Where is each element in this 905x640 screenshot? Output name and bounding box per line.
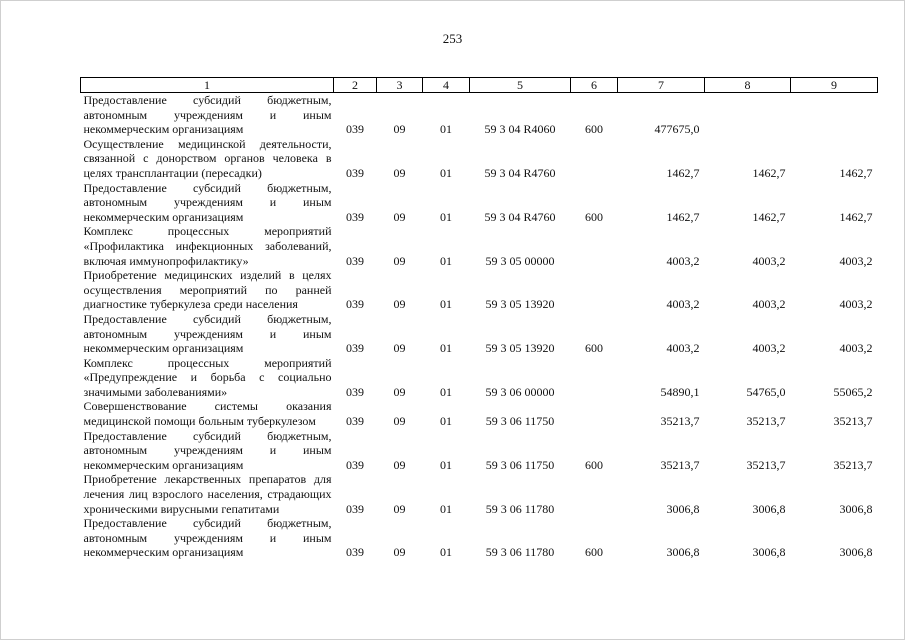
table-row xyxy=(81,356,878,400)
column-header: 6 xyxy=(571,78,618,93)
column-header: 8 xyxy=(705,78,791,93)
target-article-code: 59 3 04 R4760 xyxy=(484,209,556,224)
ministry-code: 039 xyxy=(346,545,364,560)
amount-col-8 xyxy=(705,93,791,137)
section-code: 09 xyxy=(393,341,406,356)
target-article-code: 59 3 04 R4060 xyxy=(484,122,556,137)
subsection-code: 01 xyxy=(440,165,452,180)
section-code: 09 xyxy=(393,209,406,224)
amount-col-7: 35213,7 xyxy=(660,414,700,429)
subsection-code: 01 xyxy=(440,414,452,429)
item-name: Предоставление субсидий бюджетным, автономным учреждениям и иным некоммерческим организациям xyxy=(83,311,332,356)
expense-type-code xyxy=(571,268,618,312)
item-name: Комплекс процессных мероприятий «Предупреждение и борьба с социально значимыми заболеваниями» xyxy=(83,355,332,399)
section-code: 09 xyxy=(393,545,406,560)
amount-col-9: 3006,8 xyxy=(839,545,873,560)
amount-col-9: 1462,7 xyxy=(839,165,873,180)
section-code: 09 xyxy=(393,384,406,399)
column-header: 5 xyxy=(470,78,571,93)
expense-type-code xyxy=(571,356,618,400)
amount-col-8: 4003,2 xyxy=(752,341,786,356)
amount-col-9: 35213,7 xyxy=(833,457,873,472)
table-row xyxy=(81,224,878,268)
amount-col-7: 477675,0 xyxy=(654,122,700,137)
amount-col-8: 3006,8 xyxy=(752,545,786,560)
table-row xyxy=(81,268,878,312)
item-name: Предоставление субсидий бюджетным, автономным учреждениям и иным некоммерческим организациям xyxy=(83,428,332,472)
amount-col-8: 54765,0 xyxy=(746,384,786,399)
amount-col-8: 35213,7 xyxy=(746,457,786,472)
expense-type-code xyxy=(571,472,618,516)
amount-col-7: 3006,8 xyxy=(666,501,700,516)
table-row xyxy=(81,93,878,137)
subsection-code: 01 xyxy=(440,501,452,516)
amount-col-8: 4003,2 xyxy=(752,297,786,312)
column-header: 7 xyxy=(618,78,705,93)
ministry-code: 039 xyxy=(346,501,364,516)
table-row xyxy=(81,399,878,428)
amount-col-9: 3006,8 xyxy=(839,501,873,516)
amount-col-7: 3006,8 xyxy=(666,545,700,560)
header-row xyxy=(81,78,878,93)
section-code: 09 xyxy=(393,122,406,137)
target-article-code: 59 3 05 13920 xyxy=(485,341,555,356)
ministry-code: 039 xyxy=(346,341,364,356)
item-name: Предоставление субсидий бюджетным, автономным учреждениям и иным некоммерческим организациям xyxy=(83,93,332,137)
amount-col-9: 35213,7 xyxy=(833,414,873,429)
item-name: Приобретение медицинских изделий в целях осуществления мероприятий по ранней диагностике туберкулеза среди населения xyxy=(83,268,332,312)
page-number: 253 xyxy=(442,31,463,46)
subsection-code: 01 xyxy=(440,384,452,399)
amount-col-7: 1462,7 xyxy=(666,165,700,180)
subsection-code: 01 xyxy=(440,297,452,312)
expense-type-code: 600 xyxy=(585,341,603,356)
amount-col-9: 1462,7 xyxy=(839,209,873,224)
table-row xyxy=(81,312,878,356)
target-article-code: 59 3 06 11780 xyxy=(485,501,555,516)
section-code: 09 xyxy=(393,297,406,312)
ministry-code: 039 xyxy=(346,253,364,268)
item-name: Предоставление субсидий бюджетным, автономным учреждениям и иным некоммерческим организациям xyxy=(83,516,332,560)
subsection-code: 01 xyxy=(440,341,452,356)
section-code: 09 xyxy=(393,414,406,429)
expense-type-code: 600 xyxy=(585,209,603,224)
ministry-code: 039 xyxy=(346,414,364,429)
ministry-code: 039 xyxy=(346,384,364,399)
table-row xyxy=(81,181,878,225)
ministry-code: 039 xyxy=(346,457,364,472)
table-row xyxy=(81,429,878,473)
amount-col-8: 1462,7 xyxy=(752,209,786,224)
table-row xyxy=(81,472,878,516)
expense-type-code: 600 xyxy=(585,545,603,560)
target-article-code: 59 3 06 00000 xyxy=(485,384,555,399)
amount-col-9: 4003,2 xyxy=(839,297,873,312)
amount-col-7: 1462,7 xyxy=(666,209,700,224)
subsection-code: 01 xyxy=(440,209,452,224)
expense-type-code xyxy=(571,137,618,181)
ministry-code: 039 xyxy=(346,122,364,137)
section-code: 09 xyxy=(393,165,406,180)
subsection-code: 01 xyxy=(440,253,452,268)
amount-col-9: 55065,2 xyxy=(833,384,873,399)
amount-col-9: 4003,2 xyxy=(839,341,873,356)
amount-col-9 xyxy=(791,93,878,137)
subsection-code: 01 xyxy=(440,457,452,472)
target-article-code: 59 3 05 13920 xyxy=(485,297,555,312)
expense-type-code: 600 xyxy=(585,122,603,137)
amount-col-8: 4003,2 xyxy=(752,253,786,268)
subsection-code: 01 xyxy=(440,122,452,137)
expense-type-code xyxy=(571,399,618,428)
ministry-code: 039 xyxy=(346,209,364,224)
expense-type-code: 600 xyxy=(585,457,603,472)
amount-col-8: 3006,8 xyxy=(752,501,786,516)
target-article-code: 59 3 05 00000 xyxy=(485,253,555,268)
amount-col-7: 54890,1 xyxy=(660,384,700,399)
column-header: 4 xyxy=(423,78,470,93)
column-header: 3 xyxy=(377,78,423,93)
column-header: 1 xyxy=(81,78,334,93)
table-row xyxy=(81,137,878,181)
amount-col-9: 4003,2 xyxy=(839,253,873,268)
item-name: Осуществление медицинской деятельности, связанной с донорством органов человека в целях трансплантации (пересадки) xyxy=(83,136,332,180)
subsection-code: 01 xyxy=(440,545,452,560)
target-article-code: 59 3 06 11750 xyxy=(485,414,555,429)
expense-type-code xyxy=(571,224,618,268)
amount-col-8: 35213,7 xyxy=(746,414,786,429)
ministry-code: 039 xyxy=(346,165,364,180)
target-article-code: 59 3 04 R4760 xyxy=(484,165,556,180)
item-name: Комплекс процессных мероприятий «Профилактика инфекционных заболеваний, включая иммунопрофилактику» xyxy=(83,224,332,268)
amount-col-8: 1462,7 xyxy=(752,165,786,180)
amount-col-7: 35213,7 xyxy=(660,457,700,472)
amount-col-7: 4003,2 xyxy=(666,253,700,268)
budget-table xyxy=(80,77,878,560)
amount-col-7: 4003,2 xyxy=(666,341,700,356)
section-code: 09 xyxy=(393,501,406,516)
ministry-code: 039 xyxy=(346,297,364,312)
section-code: 09 xyxy=(393,253,406,268)
item-name: Приобретение лекарственных препаратов для лечения лиц взрослого населения, страдающих хроническими вирусными гепатитами xyxy=(83,472,332,516)
column-header: 2 xyxy=(334,78,377,93)
section-code: 09 xyxy=(393,457,406,472)
target-article-code: 59 3 06 11750 xyxy=(485,457,555,472)
item-name: Совершенствование системы оказания медицинской помощи больным туберкулезом xyxy=(83,399,332,429)
item-name: Предоставление субсидий бюджетным, автономным учреждениям и иным некоммерческим организациям xyxy=(83,180,332,224)
column-header: 9 xyxy=(791,78,878,93)
amount-col-7: 4003,2 xyxy=(666,297,700,312)
target-article-code: 59 3 06 11780 xyxy=(485,545,555,560)
table-row xyxy=(81,516,878,560)
